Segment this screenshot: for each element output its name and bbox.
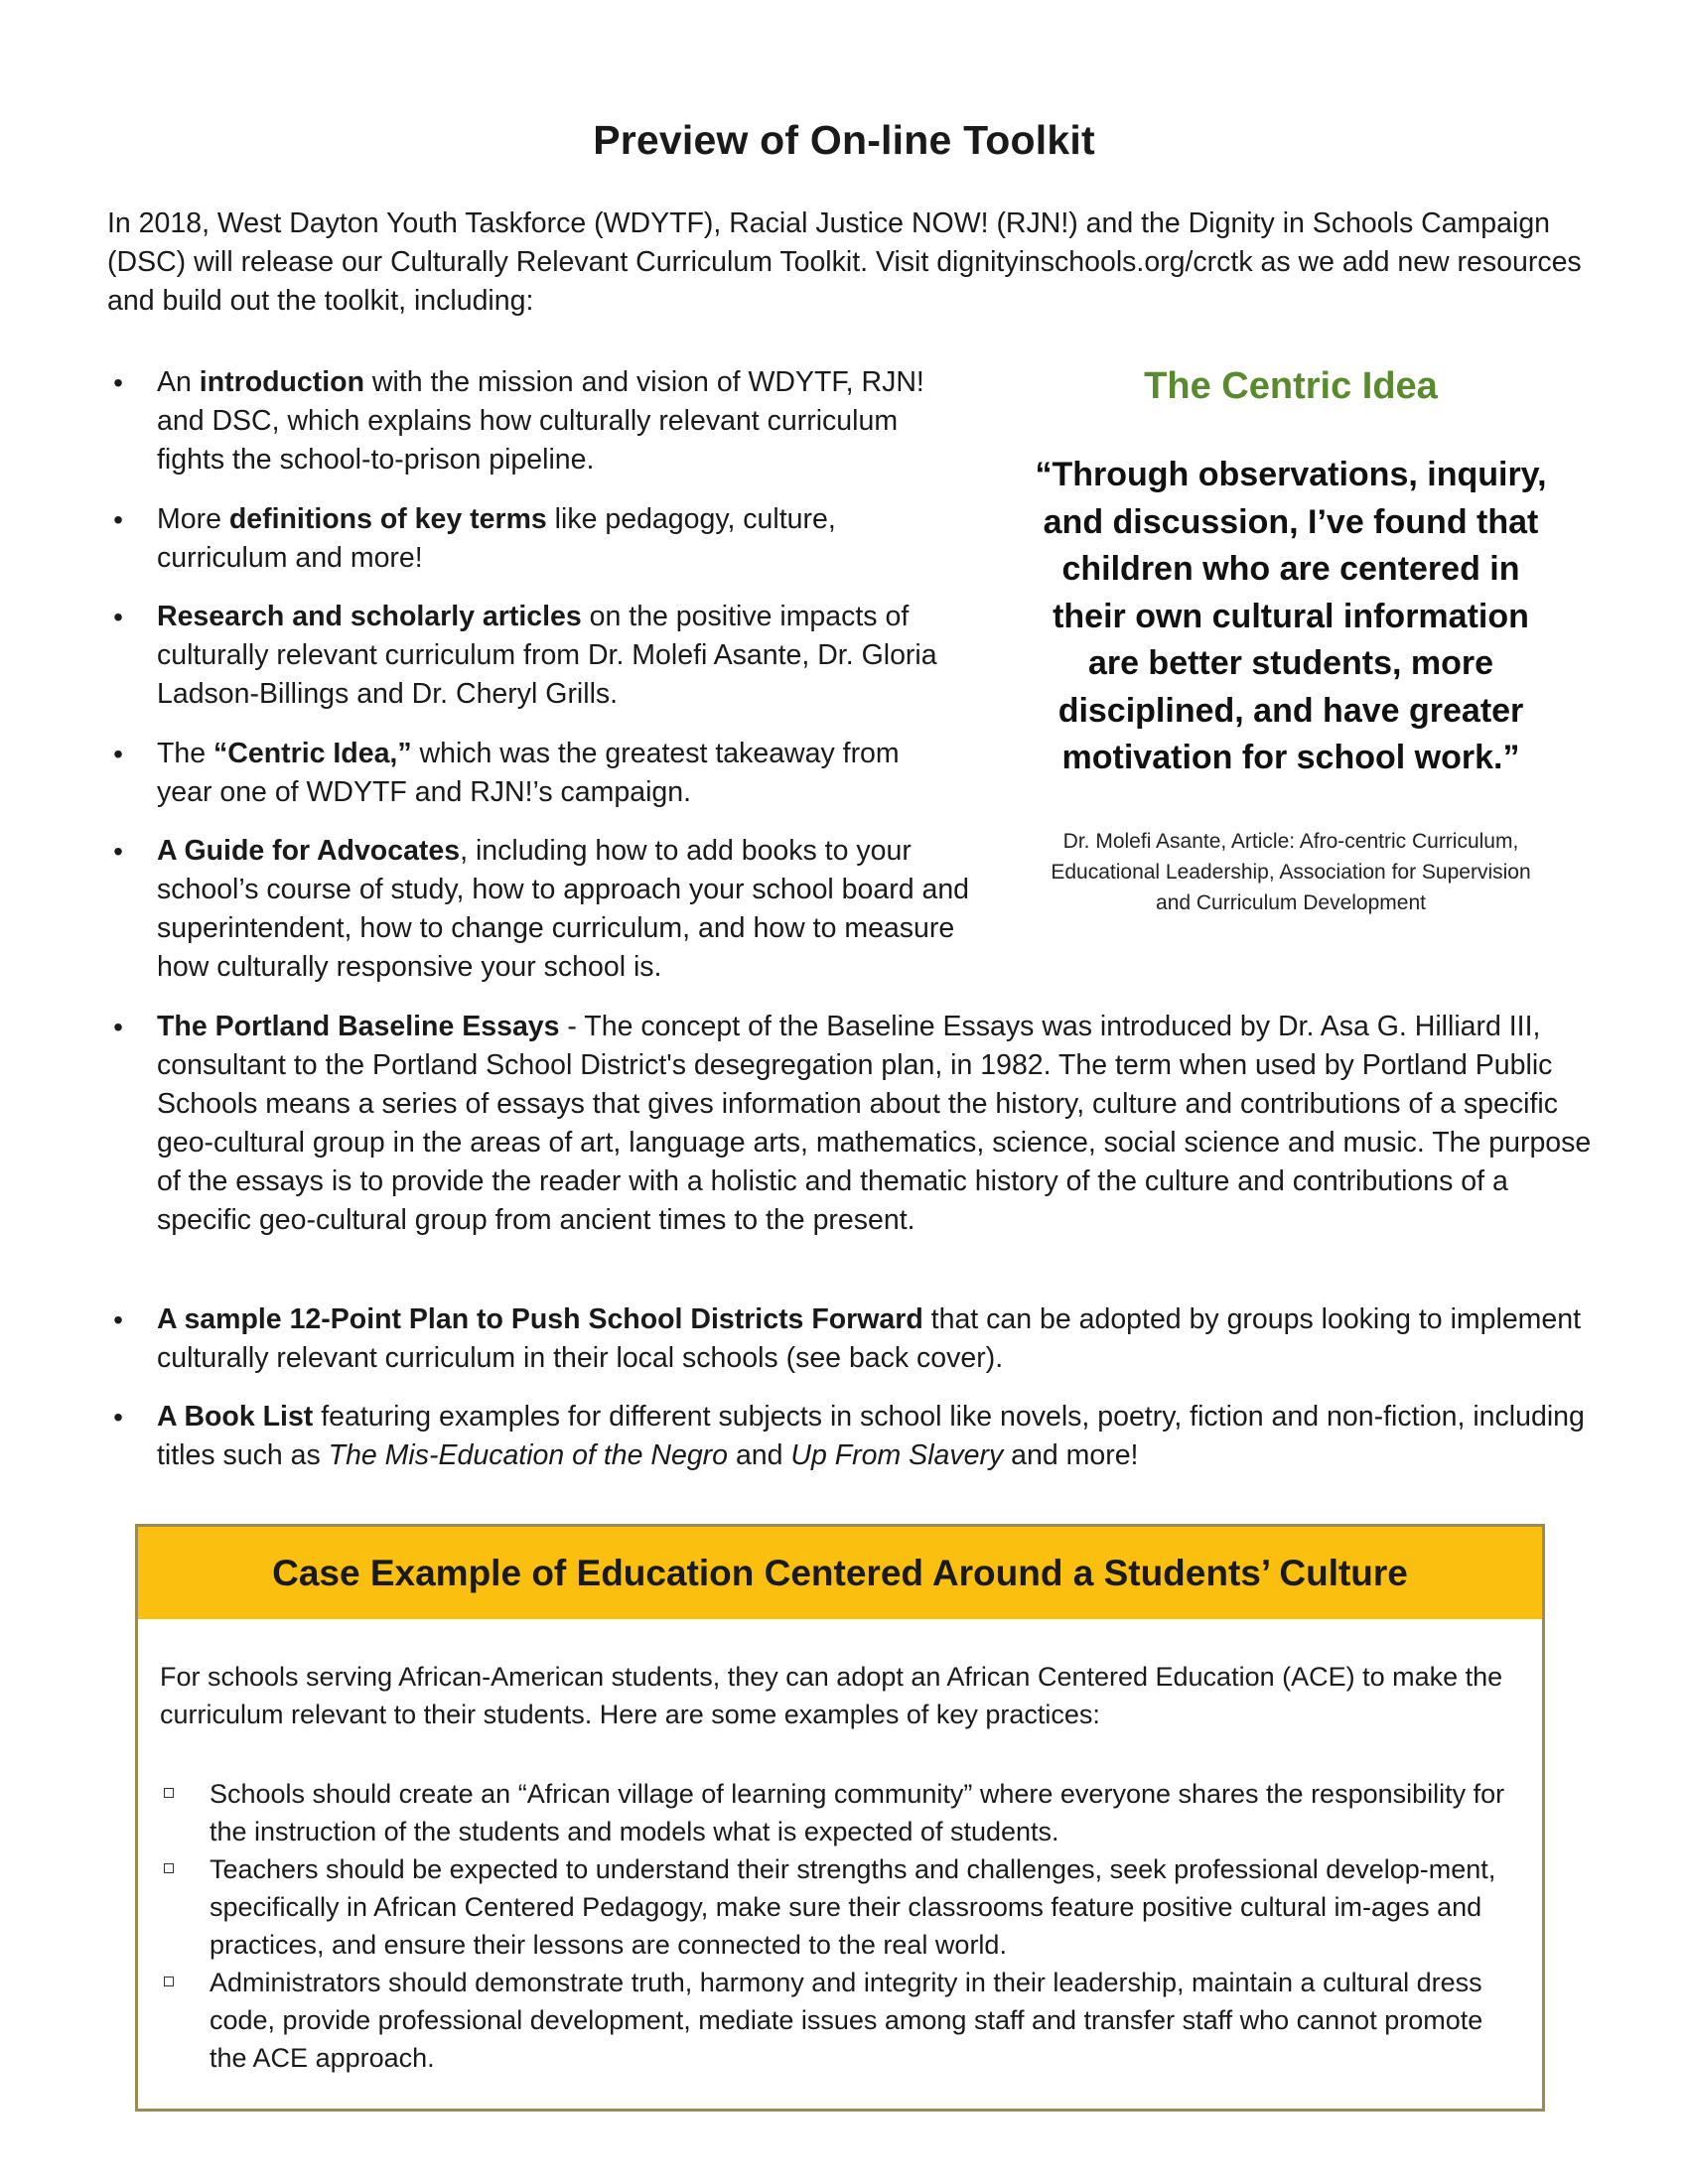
bullet-dot-icon: • xyxy=(113,602,123,632)
bullet-dot-icon: • xyxy=(113,739,123,769)
case-practice-item: Administrators should demonstrate truth, harmony and integrity in their leadership, maintain a cultural dress code, provide professional development, mediate issues among staff and transfer staff who cannot promote the ACE approach. xyxy=(210,1964,1520,2077)
list-item-introduction: • An introduction with the mission and vision of WDYTF, RJN! and DSC, which explains how culturally relevant curriculum fights the school-to-prison pipeline. xyxy=(157,363,951,479)
case-example-title: Case Example of Education Centered Around a Students’ Culture xyxy=(272,1552,1408,1593)
square-bullet-icon xyxy=(164,1977,174,1986)
list-item-portland: • The Portland Baseline Essays - The concept of the Baseline Essays was introduced by Dr. Asa G. Hilliard III, consultant to the Portland School District's desegregation plan, in 1982. The term when used by Portland Public Schools means a series of essays that gives information about the history, culture and contributions of a specific geo-cultural group in the areas of art, language arts, mathematics, science, social science and music. The purpose of the essays is to provide the reader with a holistic and thematic history of the culture and contributions of a specific geo-cultural group from ancient times to the present. xyxy=(157,1008,1592,1240)
bullet-dot-icon: • xyxy=(113,836,123,867)
bold-term: A Book List xyxy=(157,1401,314,1433)
bold-term: A sample 12-Point Plan to Push School Districts Forward xyxy=(157,1303,923,1335)
sidebar-quote: “Through observations, inquiry, and discussion, I’ve found that children who are centered in their own cultural information are better students, more disciplined, and have greater motivation for school work.” xyxy=(1035,456,1547,776)
list-item-guide: • A Guide for Advocates, including how to add books to your school’s course of study, how to approach your school board and superintendent, how to change curriculum, and how to measure how culturally responsive your school is. xyxy=(157,832,981,987)
case-practice-item: Teachers should be expected to understand their strengths and challenges, seek professional develop-ment, specifically in African Centered Pedagogy, make sure their classrooms feature positive cultural im-ages and practices, and ensure their lessons are connected to the real world. xyxy=(210,1850,1520,1964)
centric-idea-sidebar xyxy=(1033,365,1549,918)
list-item-research: • Research and scholarly articles on the positive impacts of culturally relevant curriculum from Dr. Molefi Asante, Dr. Gloria Ladson-Billings and Dr. Cheryl Grills. xyxy=(157,598,951,714)
list-item-plan: • A sample 12-Point Plan to Push School Districts Forward that can be adopted by groups looking to implement culturally relevant curriculum in their local schools (see back cover). xyxy=(157,1300,1597,1378)
page-title: Preview of On-line Toolkit xyxy=(593,117,1095,163)
case-practice-item: Schools should create an “African village of learning community” where everyone shares the responsibility for the instruction of the students and models what is expected of students. xyxy=(210,1775,1520,1850)
case-example-header xyxy=(138,1527,1542,1619)
list-item-definitions: • More definitions of key terms like pedagogy, culture, curriculum and more! xyxy=(157,500,951,578)
bullet-dot-icon: • xyxy=(113,504,123,535)
bold-term: introduction xyxy=(199,366,364,398)
sidebar-citation: Dr. Molefi Asante, Article: Afro-centric Curriculum, Educational Leadership, Association for Supervision and Curriculum Development xyxy=(1051,829,1531,914)
bullet-dot-icon: • xyxy=(113,1402,123,1433)
bold-term: The Portland Baseline Essays xyxy=(157,1011,560,1042)
bold-term: “Centric Idea,” xyxy=(213,738,412,769)
case-example-intro: For schools serving African-American students, they can adopt an African Centered Education (ACE) to make the curriculum relevant to their students. Here are some examples of key practices: xyxy=(160,1662,1503,1729)
bullet-dot-icon: • xyxy=(113,367,123,398)
book-title: Up From Slavery xyxy=(790,1439,1004,1471)
bold-term: Research and scholarly articles xyxy=(157,601,582,632)
bold-term: A Guide for Advocates xyxy=(157,835,461,867)
bullet-dot-icon: • xyxy=(113,1304,123,1335)
bullet-dot-icon: • xyxy=(113,1012,123,1042)
list-item-centric-idea: • The “Centric Idea,” which was the greatest takeaway from year one of WDYTF and RJN!’s campaign. xyxy=(157,735,951,812)
square-bullet-icon xyxy=(164,1788,174,1798)
intro-paragraph: In 2018, West Dayton Youth Taskforce (WDYTF), Racial Justice NOW! (RJN!) and the Dignity in Schools Campaign (DSC) will release our Culturally Relevant Curriculum Toolkit. Visit dignityinschools.org/crctk as we add new resources and build out the toolkit, including: xyxy=(107,207,1582,317)
square-bullet-icon xyxy=(164,1863,174,1873)
sidebar-title: The Centric Idea xyxy=(1144,365,1438,407)
book-title: The Mis-Education of the Negro xyxy=(328,1439,729,1471)
case-example-box xyxy=(135,1524,1545,2112)
list-item-book-list: • A Book List featuring examples for different subjects in school like novels, poetry, fiction and non-fiction, including titles such as The Mis-Education of the Negro and Up From Slavery and more! xyxy=(157,1398,1597,1475)
bold-term: definitions of key terms xyxy=(228,503,547,535)
